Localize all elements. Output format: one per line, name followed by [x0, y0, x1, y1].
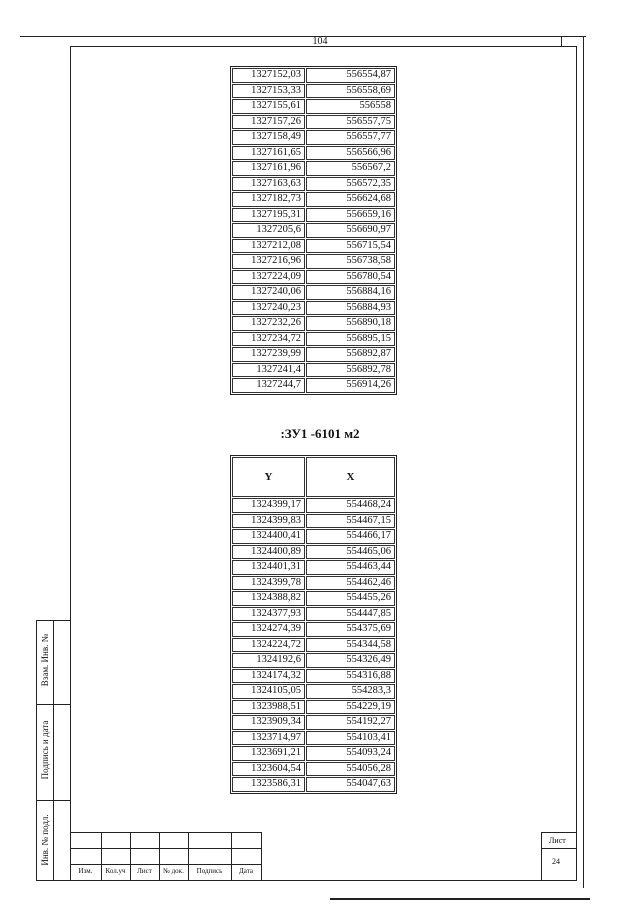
coord-x-cell: 556558 — [306, 99, 395, 114]
coord-x-cell: 556892,87 — [306, 347, 395, 362]
stamp-top — [70, 832, 261, 833]
coord-x-cell: 554462,46 — [306, 576, 395, 591]
coord-y-cell: 1327182,73 — [232, 192, 305, 207]
table-row — [232, 731, 395, 746]
coord-y-cell: 1327240,23 — [232, 301, 305, 316]
table-row — [232, 270, 395, 285]
coord-x-cell: 554103,41 — [306, 731, 395, 746]
coord-y-cell: 1324274,39 — [232, 622, 305, 637]
coord-y-cell: 1324224,72 — [232, 638, 305, 653]
table-row — [232, 146, 395, 161]
coord-x-cell: 556558,69 — [306, 84, 395, 99]
stamp-podpis: Подпись — [196, 867, 223, 875]
section-title: :ЗУ1 -6101 м2 — [280, 426, 360, 441]
coord-x-cell: 556624,68 — [306, 192, 395, 207]
table-row — [232, 715, 395, 730]
side-label-inv: Инв. № подл. — [40, 814, 50, 866]
coord-y-cell: 1327205,6 — [232, 223, 305, 238]
corner-box-left — [561, 36, 562, 46]
coord-y-cell: 1324388,82 — [232, 591, 305, 606]
table-row — [232, 130, 395, 145]
coord-x-cell: 556884,16 — [306, 285, 395, 300]
coord-x-cell: 554316,88 — [306, 669, 395, 684]
table-row — [232, 177, 395, 192]
coord-y-cell: 1327232,26 — [232, 316, 305, 331]
coord-x-cell: 556914,26 — [306, 378, 395, 393]
stamp-right-block-top — [261, 832, 262, 880]
stamp-izm: Изм. — [78, 867, 93, 875]
table-row — [232, 84, 395, 99]
coord-y-cell: 1327157,26 — [232, 115, 305, 130]
coord-x-cell: 554465,06 — [306, 545, 395, 560]
coord-y-cell: 1327152,03 — [232, 68, 305, 83]
page-number: 104 — [312, 36, 328, 47]
table-row — [232, 746, 395, 761]
stamp-row-2 — [70, 864, 261, 865]
table-row — [232, 545, 395, 560]
table-row — [232, 239, 395, 254]
coord-y-cell: 1324401,31 — [232, 560, 305, 575]
coord-x-cell: 556884,93 — [306, 301, 395, 316]
bottom-shadow — [330, 898, 590, 900]
coord-y-cell: 1327155,61 — [232, 99, 305, 114]
coord-x-cell: 556572,35 — [306, 177, 395, 192]
coordinates-table-top-body — [232, 68, 395, 393]
coord-x-cell: 556892,78 — [306, 363, 395, 378]
coord-y-cell: 1327241,4 — [232, 363, 305, 378]
coord-y-cell: 1324192,6 — [232, 653, 305, 668]
table-row — [232, 529, 395, 544]
table-row — [232, 576, 395, 591]
coord-x-cell: 554447,85 — [306, 607, 395, 622]
table-row — [232, 638, 395, 653]
table-row — [232, 378, 395, 393]
coordinates-table-top — [230, 66, 397, 395]
stamp-row-1 — [70, 848, 261, 849]
side-col-left — [36, 620, 37, 881]
coord-x-cell: 556780,54 — [306, 270, 395, 285]
coord-x-cell: 556557,75 — [306, 115, 395, 130]
sheet-label: Лист — [549, 836, 566, 845]
frame-right — [576, 46, 577, 881]
coord-y-cell: 1323714,97 — [232, 731, 305, 746]
coord-y-cell: 1327239,99 — [232, 347, 305, 362]
coord-y-cell: 1324399,83 — [232, 514, 305, 529]
table-row — [232, 498, 395, 513]
coord-y-cell: 1323988,51 — [232, 700, 305, 715]
frame-bottom — [36, 880, 577, 881]
table-row — [232, 285, 395, 300]
stamp-ndok: № док. — [163, 867, 184, 875]
coord-y-cell: 1327158,49 — [232, 130, 305, 145]
coord-x-cell: 554056,28 — [306, 762, 395, 777]
table-row — [232, 591, 395, 606]
coord-y-cell: 1327195,31 — [232, 208, 305, 223]
coord-x-cell: 556890,18 — [306, 316, 395, 331]
coord-x-cell: 554192,27 — [306, 715, 395, 730]
table-header-row — [232, 457, 395, 497]
side-label-vzam: Взам. Инв. № — [40, 633, 50, 687]
coord-x-cell: 554344,58 — [306, 638, 395, 653]
table-row — [232, 560, 395, 575]
coord-y-cell: 1324400,41 — [232, 529, 305, 544]
table-row — [232, 762, 395, 777]
coord-x-cell: 556566,96 — [306, 146, 395, 161]
table-row — [232, 607, 395, 622]
table-row — [232, 347, 395, 362]
coord-x-cell: 554468,24 — [306, 498, 395, 513]
coord-y-cell: 1323909,34 — [232, 715, 305, 730]
table-row — [232, 223, 395, 238]
coord-y-cell: 1327216,96 — [232, 254, 305, 269]
table-row — [232, 208, 395, 223]
coord-y-cell: 1324174,32 — [232, 669, 305, 684]
table-row — [232, 316, 395, 331]
table-row — [232, 301, 395, 316]
coord-y-cell: 1327161,96 — [232, 161, 305, 176]
coord-y-cell: 1327244,7 — [232, 378, 305, 393]
coord-x-cell: 556690,97 — [306, 223, 395, 238]
coord-y-cell: 1327240,06 — [232, 285, 305, 300]
frame-left — [70, 46, 71, 881]
table-row — [232, 332, 395, 347]
coord-x-cell: 556715,54 — [306, 239, 395, 254]
coord-x-cell: 554455,26 — [306, 591, 395, 606]
coord-x-cell: 554093,24 — [306, 746, 395, 761]
coord-y-cell: 1327163,63 — [232, 177, 305, 192]
coord-x-cell: 556895,15 — [306, 332, 395, 347]
coord-x-cell: 556557,77 — [306, 130, 395, 145]
table-row — [232, 115, 395, 130]
table-row — [232, 161, 395, 176]
table-row — [232, 622, 395, 637]
coord-y-cell: 1323691,21 — [232, 746, 305, 761]
coord-y-cell: 1323586,31 — [232, 777, 305, 792]
coord-x-cell: 554467,15 — [306, 514, 395, 529]
header-y: Y — [232, 457, 305, 497]
coord-y-cell: 1327161,65 — [232, 146, 305, 161]
table-row — [232, 363, 395, 378]
coordinates-table-bottom — [230, 455, 397, 794]
table-row — [232, 700, 395, 715]
coord-x-cell: 554229,19 — [306, 700, 395, 715]
coord-x-cell: 556738,58 — [306, 254, 395, 269]
coord-y-cell: 1324399,17 — [232, 498, 305, 513]
table-row — [232, 653, 395, 668]
sheet-box-left — [541, 832, 542, 880]
coord-y-cell: 1327153,33 — [232, 84, 305, 99]
coord-y-cell: 1323604,54 — [232, 762, 305, 777]
coord-y-cell: 1327224,09 — [232, 270, 305, 285]
coord-x-cell: 554375,69 — [306, 622, 395, 637]
sheet-box-mid — [541, 848, 577, 849]
table-row — [232, 99, 395, 114]
side-sep-1 — [36, 704, 70, 705]
coord-y-cell: 1327212,08 — [232, 239, 305, 254]
right-shadow — [583, 36, 584, 888]
coord-y-cell: 1324105,05 — [232, 684, 305, 699]
table-row — [232, 192, 395, 207]
stamp-list: Лист — [137, 867, 152, 875]
table-row — [232, 684, 395, 699]
coord-x-cell: 554463,44 — [306, 560, 395, 575]
sheet-box-top — [541, 832, 577, 833]
coord-y-cell: 1327234,72 — [232, 332, 305, 347]
table-row — [232, 254, 395, 269]
table-row — [232, 669, 395, 684]
coord-x-cell: 554047,63 — [306, 777, 395, 792]
coordinates-table-bottom-body — [232, 498, 395, 792]
coord-x-cell: 554283,3 — [306, 684, 395, 699]
table-row — [232, 68, 395, 83]
coord-x-cell: 556554,87 — [306, 68, 395, 83]
stamp-data: Дата — [239, 867, 253, 875]
coord-x-cell: 554466,17 — [306, 529, 395, 544]
side-label-podpis: Подпись и дата — [40, 720, 50, 780]
stamp-kol: Кол.уч — [105, 867, 126, 875]
coord-y-cell: 1324377,93 — [232, 607, 305, 622]
coord-y-cell: 1324400,89 — [232, 545, 305, 560]
header-x: X — [306, 457, 395, 497]
table-row — [232, 777, 395, 792]
sheet-number: 24 — [552, 857, 560, 866]
table-row — [232, 514, 395, 529]
side-col-mid — [53, 620, 54, 881]
coord-x-cell: 554326,49 — [306, 653, 395, 668]
coord-x-cell: 556659,16 — [306, 208, 395, 223]
coord-y-cell: 1324399,78 — [232, 576, 305, 591]
coord-x-cell: 556567,2 — [306, 161, 395, 176]
